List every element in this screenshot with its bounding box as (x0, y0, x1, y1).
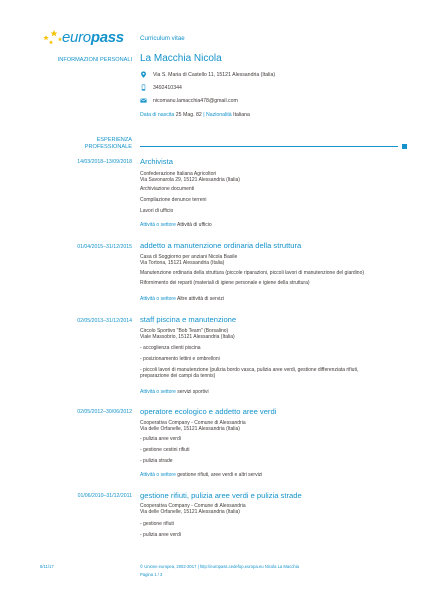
duty-item: - gestione cestini rifiuti (140, 447, 190, 453)
phone-text: 3492410344 (153, 84, 182, 91)
separator: | (203, 112, 205, 118)
duty-item: Lavori di ufficio (140, 208, 174, 214)
experience-title: addetto a manutenzione ordinaria della struttura (140, 241, 302, 250)
dob-value: 25 Mag. 82 (175, 112, 202, 118)
phone-row (140, 84, 182, 91)
duty-item: - accoglienza clienti piscina (140, 345, 201, 351)
sector-row: Attività o settore Attività di ufficio (140, 222, 212, 228)
duty-item: Rifornimento dei reparti (materiali di igiene personale e igiene della struttura) (140, 280, 310, 286)
europass-logo-text: europass (62, 29, 124, 46)
experience-dates: 01/06/2010–31/12/2011 (77, 493, 132, 499)
section-label-experience: ESPERIENZA PROFESSIONALE (84, 137, 132, 150)
duty-item: Manutenzione ordinaria della struttura (piccole riparazioni, piccoli lavori di manutenzione del giardino) (140, 270, 365, 276)
duty-item: - pulizia aree verdi (140, 436, 181, 442)
experience-dates: 14/03/2018–13/09/2018 (77, 159, 132, 165)
candidate-name: La Macchia Nicola (140, 53, 222, 64)
address-text: Via S. Maria di Castello 11, 15121 Alessandria (Italia) (153, 71, 276, 78)
sector-row: Attività o settore servizi sportivi (140, 389, 209, 395)
experience-title: gestione rifiuti, pulizia aree verdi e pulizia strade (140, 491, 302, 500)
mobile-phone-icon (140, 84, 147, 91)
footer-date: 8/11/17 (40, 564, 54, 569)
footer-page-number: Pagina 1 / 3 (140, 572, 163, 577)
duty-item: - pulizia strade (140, 458, 173, 464)
employer-info: Cooperativa Company - Comune di Alessandria Via delle Orfanelle, 15121 Alessandria (Italia) (140, 420, 246, 432)
employer-info: Circolo Sportivo "Bob Team" (Borsalino) Viale Massobrio, 15121 Alessandria (Italia) (140, 328, 235, 340)
address-row (140, 71, 275, 78)
experience-title: staff piscina e manutenzione (140, 315, 237, 324)
experience-dates: 02/05/2012–30/06/2012 (77, 409, 132, 415)
nationality-value: Italiana (233, 112, 250, 118)
experience-title: operatore ecologico e addetto aree verdi (140, 407, 277, 416)
employer-info: Casa di Soggiorno per anziani Nicola Basile Via Tortona, 15121 Alessandria (Italia) (140, 254, 238, 266)
duty-item: Archiviazione documenti (140, 186, 195, 192)
location-pin-icon (140, 71, 147, 78)
employer-info: Confederazione Italiana Agricoltori Via Savonarola 29, 15121 Alessandria (Italia) (140, 171, 240, 183)
section-divider (140, 146, 398, 147)
duty-item: - gestione rifiuti (140, 521, 174, 527)
envelope-icon (140, 97, 147, 104)
birth-nationality-row (140, 112, 250, 118)
employer-info: Cooperativa Company - Comune di Alessandria Via delle Orfanelle, 15121 Alessandria (Italia) (140, 503, 246, 515)
email-link[interactable]: nicomanu.lamacchia478@gmail.com (153, 97, 238, 104)
email-row[interactable] (140, 97, 238, 104)
duty-item: - piccoli lavori di manutenzione (pulizia bordo vasca, pulizia aree verdi, gestione differenziata rifiuti, preparazione dei campi da tennis) (140, 367, 359, 379)
experience-title: Archivista (140, 157, 173, 166)
nationality-label: Nazionalità (206, 112, 232, 118)
sector-row: Attività o settore gestione rifiuti, aree verdi e altri servizi (140, 472, 263, 478)
section-marker-square (402, 144, 407, 149)
duty-item: - posizionamento lettini e ombrelloni (140, 356, 220, 362)
experience-dates: 02/05/2013–31/12/2014 (77, 318, 132, 324)
experience-dates: 01/04/2015–31/12/2015 (77, 244, 132, 250)
cv-title: Curriculum vitae (140, 35, 185, 42)
personal-info-label: INFORMAZIONI PERSONALI (57, 57, 132, 63)
footer-copyright: © Unione europea, 2002-2017 | http://europass.cedefop.europa.eu Nicola La Macchia (140, 564, 299, 569)
duty-item: - pulizia aree verdi (140, 532, 181, 538)
duty-item: Compilazione denunce terreni (140, 197, 207, 203)
sector-row: Attività o settore Altre attività di servizi (140, 296, 224, 302)
dob-label: Data di nascita (140, 112, 175, 118)
